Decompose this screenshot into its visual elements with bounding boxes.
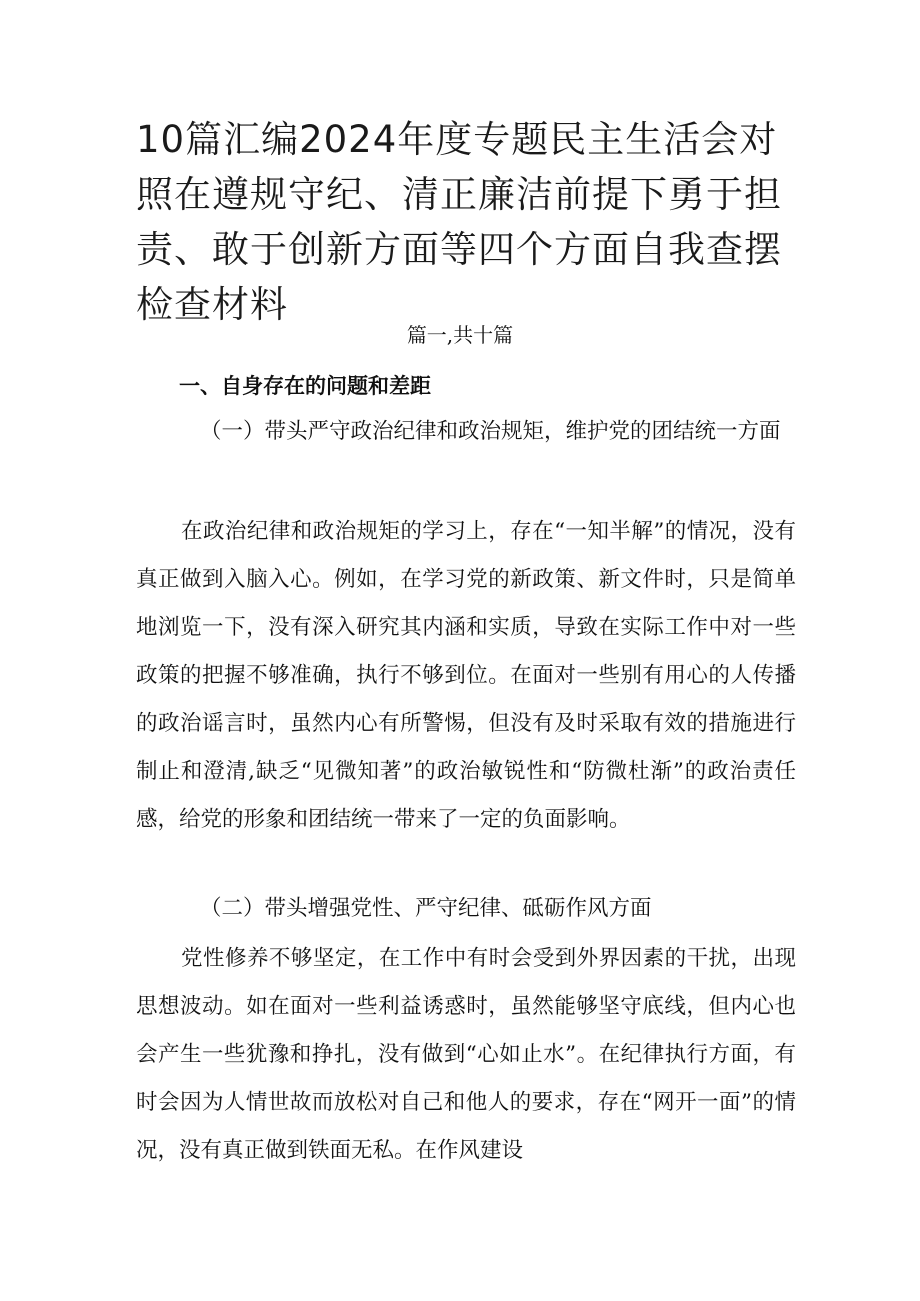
document-subtitle: 篇一,共十篇 <box>406 323 514 347</box>
paragraph-1: 在政治纪律和政治规矩的学习上，存在“一知半解”的情况，没有真正做到入脑入心。例如，在学习党的新政策、新文件时，只是简单地浏览一下，没有深入研究其内涵和实质，导致在实际工作中对一些政策的把握不够准确，执行不够到位。在面对一些别有用心的人传播的政治谣言时，虽然内心有所警惕，但没有及时采取有效的措施进行制止和澄清,缺乏“见微知著”的政治敏锐性和“防微杜渐”的政治责任感，给党的形象和团结统一带来了一定的负面影响。 <box>136 519 796 832</box>
paragraph-2: 党性修养不够坚定，在工作中有时会受到外界因素的干扰，出现思想波动。如在面对一些利益诱惑时，虽然能够坚守底线，但内心也会产生一些犹豫和挣扎，没有做到“心如止水”。在纪律执行方面，有时会因为人情世故而放松对自己和他人的要求，存在“网开一面”的情况，没有真正做到铁面无私。在作风建设 <box>136 946 796 1163</box>
subsection-heading-2: （二）带头增强党性、严守纪律、砥砺作风方面 <box>200 896 652 921</box>
document-title: 10篇汇编2024年度专题民主生活会对照在遵规守纪、清正廉洁前提下勇于担责、敢于创新方面等四个方面自我查摆检查材料 <box>136 118 782 326</box>
subsection-heading-1: （一）带头严守政治纪律和政治规矩，维护党的团结统一方面 <box>200 419 781 444</box>
section-heading-1: 一、自身存在的问题和差距 <box>179 374 431 398</box>
